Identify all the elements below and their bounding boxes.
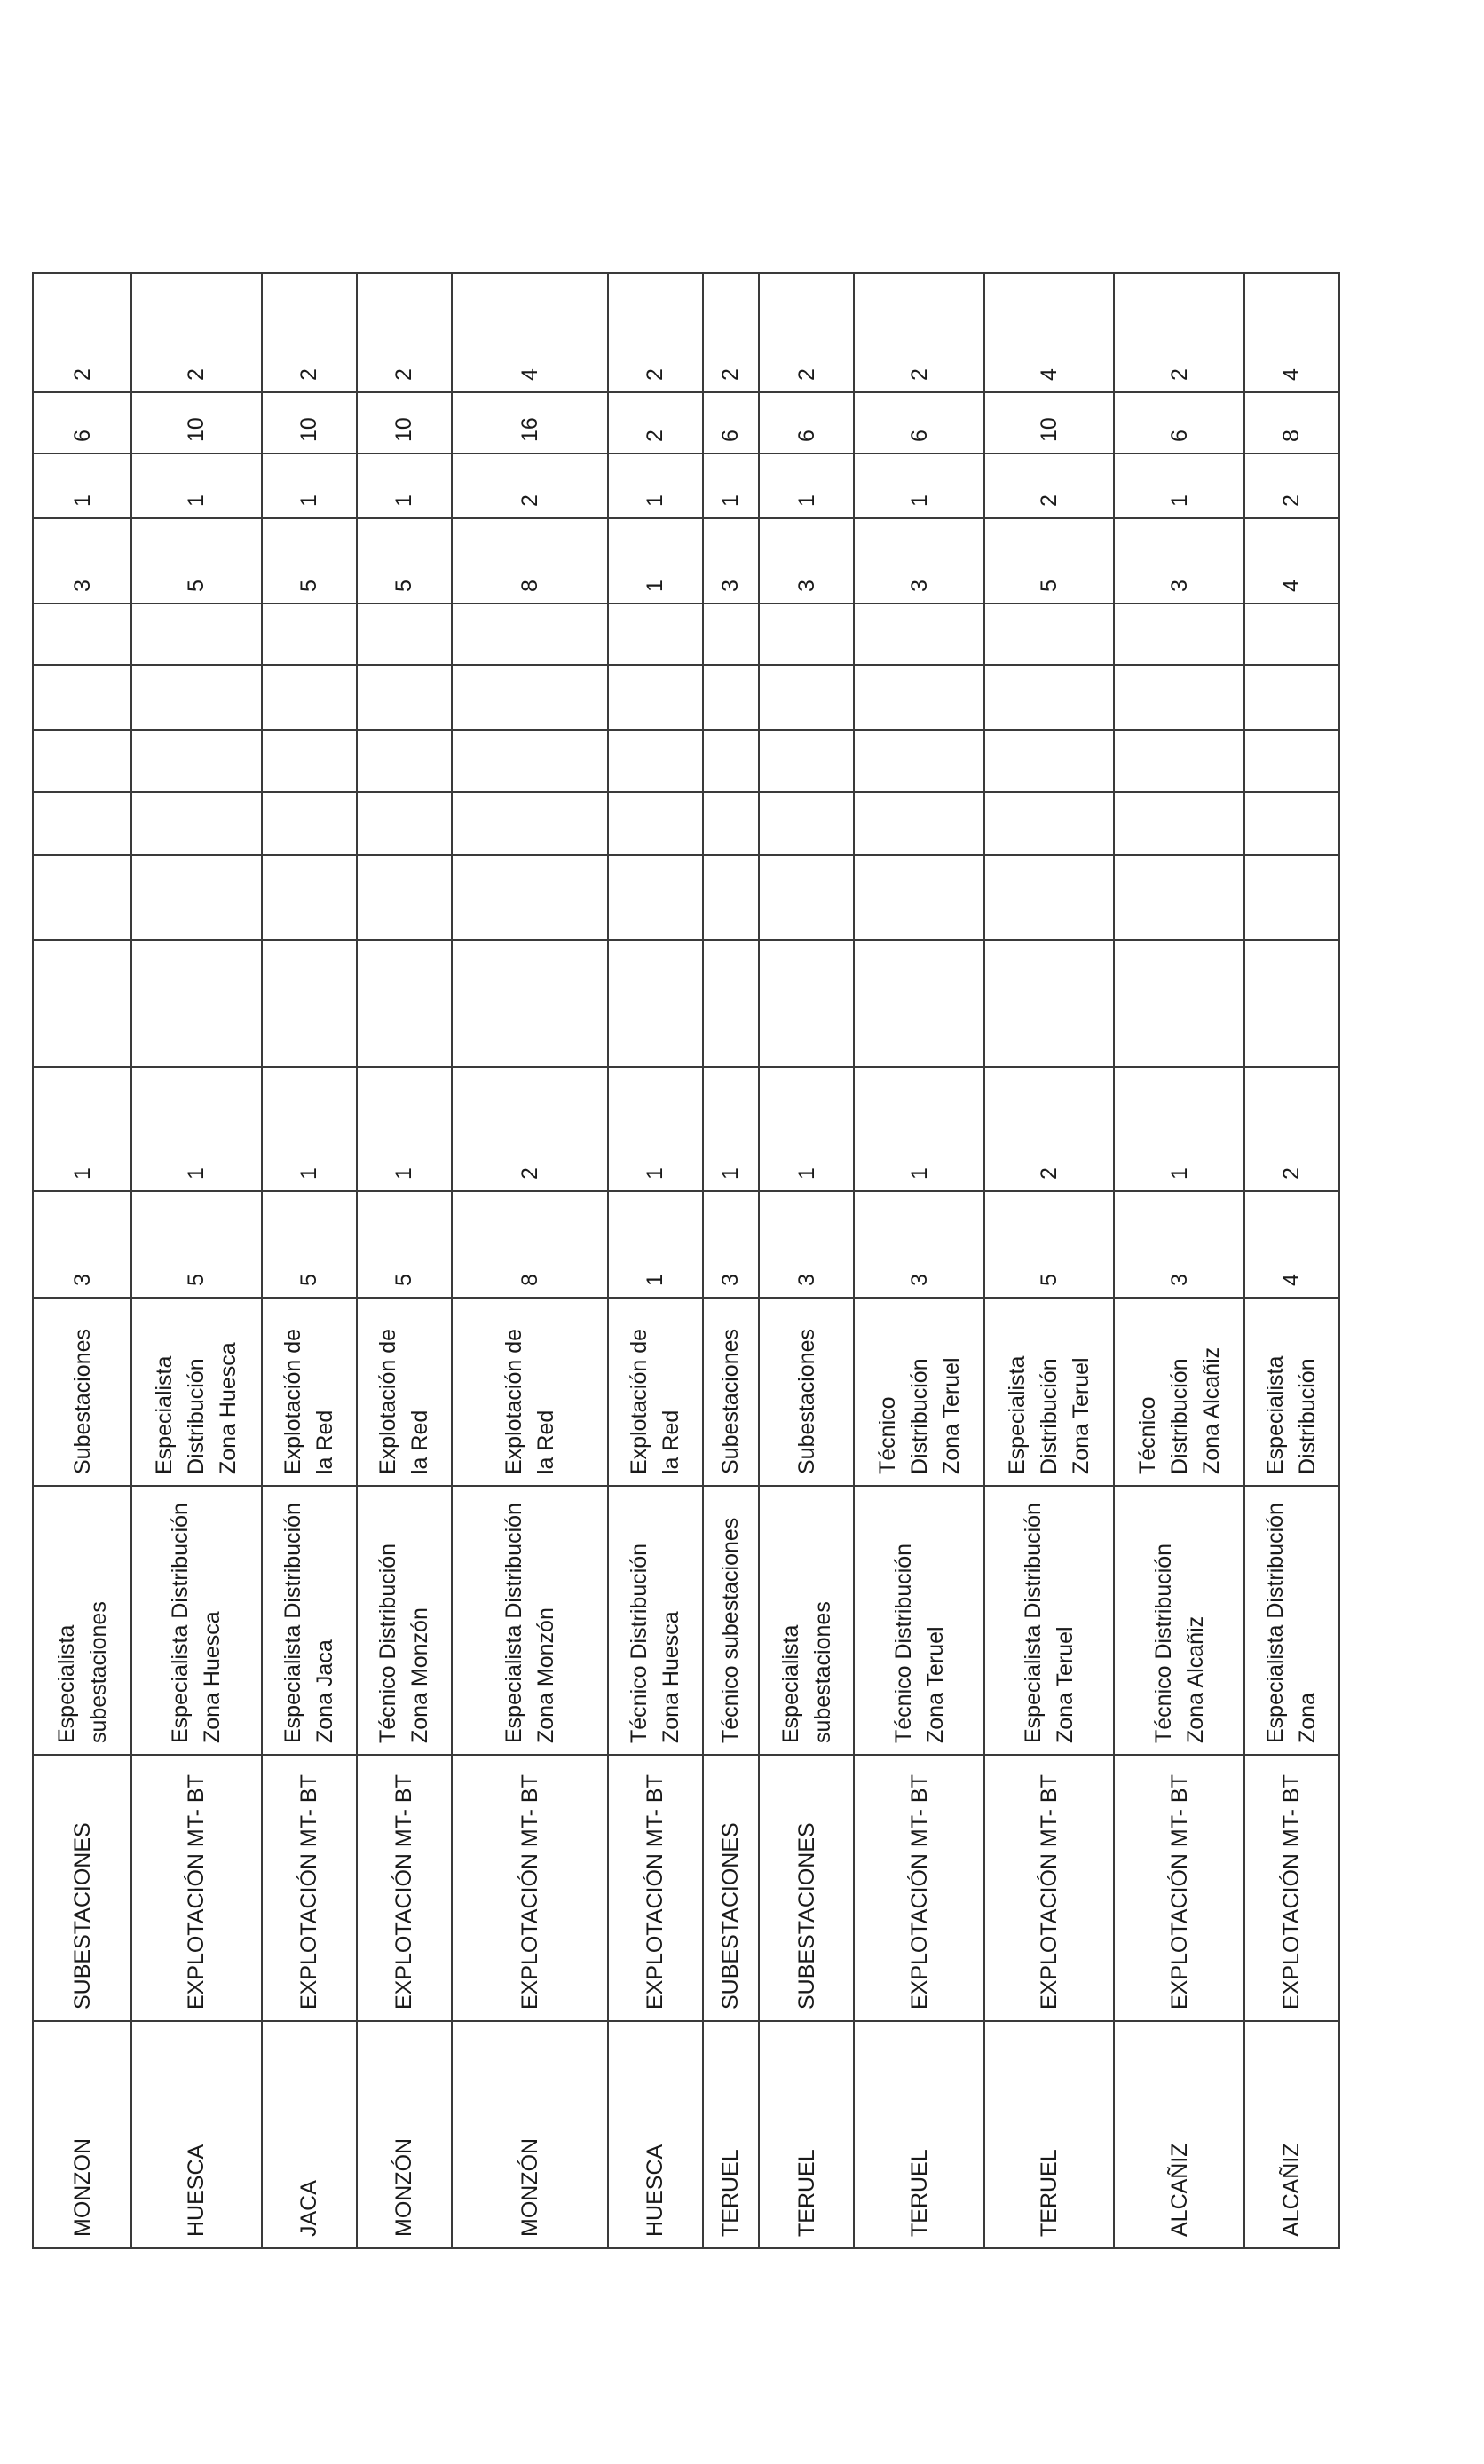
- cell-n4: 2: [1244, 454, 1339, 518]
- table-row: [357, 273, 452, 2248]
- cell-n6: 2: [262, 273, 357, 392]
- cell-location: ALCAÑIZ: [1244, 2021, 1339, 2248]
- cell-empty: [984, 604, 1114, 665]
- cell-empty: [759, 665, 854, 730]
- cell-empty: [984, 855, 1114, 940]
- table-row: [759, 273, 854, 2248]
- cell-n4: 1: [703, 454, 760, 518]
- cell-profile: Especialista Distribución Zona Huesca: [131, 1298, 261, 1486]
- cell-n4: 1: [357, 454, 452, 518]
- cell-n4: 1: [131, 454, 261, 518]
- cell-position: Especialista subestaciones: [33, 1486, 131, 1755]
- cell-empty: [1244, 855, 1339, 940]
- cell-profile: Explotación de la Red: [262, 1298, 357, 1486]
- cell-empty: [131, 665, 261, 730]
- cell-empty: [608, 604, 703, 665]
- cell-location: TERUEL: [854, 2021, 983, 2248]
- cell-location: MONZÓN: [452, 2021, 608, 2248]
- table-row: [131, 273, 261, 2248]
- cell-empty: [452, 730, 608, 792]
- cell-n3: 1: [608, 518, 703, 604]
- cell-n2: 1: [703, 1067, 760, 1191]
- cell-n3: 3: [854, 518, 983, 604]
- cell-empty: [33, 940, 131, 1067]
- cell-n1: 3: [33, 1191, 131, 1298]
- cell-empty: [854, 730, 983, 792]
- cell-empty: [854, 792, 983, 855]
- cell-n5: 8: [1244, 392, 1339, 454]
- cell-profile: Explotación de la Red: [608, 1298, 703, 1486]
- cell-n2: 2: [984, 1067, 1114, 1191]
- cell-empty: [984, 792, 1114, 855]
- cell-position: Técnico subestaciones: [703, 1486, 760, 1755]
- cell-n3: 8: [452, 518, 608, 604]
- cell-position: Técnico Distribución Zona Monzón: [357, 1486, 452, 1755]
- cell-empty: [452, 792, 608, 855]
- cell-empty: [262, 665, 357, 730]
- cell-empty: [262, 730, 357, 792]
- cell-empty: [131, 604, 261, 665]
- cell-empty: [1244, 604, 1339, 665]
- cell-n1: 3: [854, 1191, 983, 1298]
- cell-n4: 1: [262, 454, 357, 518]
- cell-empty: [131, 855, 261, 940]
- cell-position: Técnico Distribución Zona Huesca: [608, 1486, 703, 1755]
- cell-location: JACA: [262, 2021, 357, 2248]
- cell-location: TERUEL: [984, 2021, 1114, 2248]
- cell-empty: [33, 730, 131, 792]
- cell-empty: [854, 855, 983, 940]
- cell-n4: 2: [452, 454, 608, 518]
- cell-empty: [759, 855, 854, 940]
- cell-empty: [703, 730, 760, 792]
- cell-profile: Subestaciones: [759, 1298, 854, 1486]
- cell-empty: [357, 730, 452, 792]
- cell-n3: 3: [759, 518, 854, 604]
- cell-empty: [608, 730, 703, 792]
- cell-n3: 3: [1114, 518, 1243, 604]
- cell-n2: 1: [608, 1067, 703, 1191]
- table-row: [703, 273, 760, 2248]
- cell-n1: 8: [452, 1191, 608, 1298]
- cell-empty: [759, 730, 854, 792]
- cell-area: EXPLOTACIÓN MT- BT: [608, 1755, 703, 2021]
- cell-n3: 4: [1244, 518, 1339, 604]
- cell-area: EXPLOTACIÓN MT- BT: [357, 1755, 452, 2021]
- table-row: [608, 273, 703, 2248]
- table-row: [1114, 273, 1243, 2248]
- cell-empty: [759, 792, 854, 855]
- cell-n5: 16: [452, 392, 608, 454]
- cell-location: HUESCA: [608, 2021, 703, 2248]
- cell-n1: 3: [759, 1191, 854, 1298]
- cell-location: ALCAÑIZ: [1114, 2021, 1243, 2248]
- cell-empty: [262, 940, 357, 1067]
- cell-location: TERUEL: [703, 2021, 760, 2248]
- cell-n6: 2: [759, 273, 854, 392]
- cell-n6: 2: [608, 273, 703, 392]
- cell-n4: 2: [984, 454, 1114, 518]
- table-row: [452, 273, 608, 2248]
- cell-empty: [1244, 665, 1339, 730]
- cell-empty: [854, 604, 983, 665]
- cell-empty: [452, 940, 608, 1067]
- cell-position: Especialista Distribución Zona Huesca: [131, 1486, 261, 1755]
- cell-empty: [703, 940, 760, 1067]
- cell-n5: 6: [703, 392, 760, 454]
- cell-n2: 1: [759, 1067, 854, 1191]
- cell-position: Especialista subestaciones: [759, 1486, 854, 1755]
- cell-n4: 1: [1114, 454, 1243, 518]
- cell-n5: 6: [33, 392, 131, 454]
- cell-n1: 4: [1244, 1191, 1339, 1298]
- cell-n6: 4: [984, 273, 1114, 392]
- cell-n3: 5: [357, 518, 452, 604]
- cell-empty: [984, 665, 1114, 730]
- cell-n6: 2: [33, 273, 131, 392]
- cell-profile: Técnico Distribución Zona Teruel: [854, 1298, 983, 1486]
- cell-empty: [131, 940, 261, 1067]
- cell-n2: 1: [33, 1067, 131, 1191]
- cell-empty: [357, 665, 452, 730]
- cell-n1: 5: [984, 1191, 1114, 1298]
- table-row: [854, 273, 983, 2248]
- cell-empty: [33, 792, 131, 855]
- cell-empty: [984, 730, 1114, 792]
- cell-n2: 1: [131, 1067, 261, 1191]
- cell-n1: 1: [608, 1191, 703, 1298]
- cell-n6: 2: [1114, 273, 1243, 392]
- cell-n2: 1: [1114, 1067, 1243, 1191]
- cell-empty: [703, 792, 760, 855]
- cell-n5: 6: [854, 392, 983, 454]
- cell-profile: Especialista Distribución: [1244, 1298, 1339, 1486]
- cell-empty: [854, 665, 983, 730]
- cell-position: Especialista Distribución Zona Teruel: [984, 1486, 1114, 1755]
- cell-empty: [759, 940, 854, 1067]
- cell-position: Técnico Distribución Zona Alcañiz: [1114, 1486, 1243, 1755]
- cell-empty: [608, 792, 703, 855]
- cell-empty: [33, 604, 131, 665]
- cell-empty: [33, 665, 131, 730]
- cell-empty: [33, 855, 131, 940]
- cell-empty: [357, 604, 452, 665]
- cell-position: Especialista Distribución Zona Monzón: [452, 1486, 608, 1755]
- cell-n5: 6: [759, 392, 854, 454]
- cell-n4: 1: [33, 454, 131, 518]
- cell-empty: [357, 940, 452, 1067]
- cell-profile: Subestaciones: [33, 1298, 131, 1486]
- cell-area: EXPLOTACIÓN MT- BT: [1114, 1755, 1243, 2021]
- cell-empty: [131, 730, 261, 792]
- cell-profile: Subestaciones: [703, 1298, 760, 1486]
- cell-empty: [608, 855, 703, 940]
- cell-n2: 2: [452, 1067, 608, 1191]
- cell-n1: 3: [703, 1191, 760, 1298]
- cell-n2: 1: [262, 1067, 357, 1191]
- cell-location: MONZÓN: [357, 2021, 452, 2248]
- cell-n6: 4: [1244, 273, 1339, 392]
- cell-area: EXPLOTACIÓN MT- BT: [131, 1755, 261, 2021]
- cell-n6: 4: [452, 273, 608, 392]
- cell-empty: [1114, 604, 1243, 665]
- cell-n1: 3: [1114, 1191, 1243, 1298]
- cell-profile: Técnico Distribución Zona Alcañiz: [1114, 1298, 1243, 1486]
- cell-area: EXPLOTACIÓN MT- BT: [854, 1755, 983, 2021]
- cell-profile: Explotación de la Red: [452, 1298, 608, 1486]
- cell-location: HUESCA: [131, 2021, 261, 2248]
- cell-n2: 2: [1244, 1067, 1339, 1191]
- cell-empty: [703, 665, 760, 730]
- cell-n6: 2: [703, 273, 760, 392]
- cell-empty: [759, 604, 854, 665]
- cell-empty: [452, 855, 608, 940]
- cell-empty: [984, 940, 1114, 1067]
- cell-empty: [1114, 730, 1243, 792]
- cell-n5: 10: [357, 392, 452, 454]
- table-row: [33, 273, 131, 2248]
- cell-empty: [703, 855, 760, 940]
- cell-empty: [357, 792, 452, 855]
- cell-empty: [1114, 855, 1243, 940]
- cell-n5: 2: [608, 392, 703, 454]
- cell-n4: 1: [608, 454, 703, 518]
- cell-area: SUBESTACIONES: [703, 1755, 760, 2021]
- cell-n5: 10: [984, 392, 1114, 454]
- cell-n5: 10: [131, 392, 261, 454]
- cell-empty: [1114, 792, 1243, 855]
- cell-position: Técnico Distribución Zona Teruel: [854, 1486, 983, 1755]
- cell-empty: [1244, 730, 1339, 792]
- cell-n3: 3: [703, 518, 760, 604]
- cell-area: EXPLOTACIÓN MT- BT: [452, 1755, 608, 2021]
- table-row: [984, 273, 1114, 2248]
- cell-area: EXPLOTACIÓN MT- BT: [262, 1755, 357, 2021]
- cell-profile: Especialista Distribución Zona Teruel: [984, 1298, 1114, 1486]
- cell-empty: [262, 604, 357, 665]
- cell-empty: [262, 855, 357, 940]
- cell-area: EXPLOTACIÓN MT- BT: [1244, 1755, 1339, 2021]
- cell-empty: [1244, 940, 1339, 1067]
- table-row: [262, 273, 357, 2248]
- table-row: [1244, 273, 1339, 2248]
- cell-empty: [703, 604, 760, 665]
- cell-empty: [452, 665, 608, 730]
- rotated-table-wrapper: [32, 274, 1340, 2249]
- cell-area: SUBESTACIONES: [759, 1755, 854, 2021]
- cell-n3: 5: [131, 518, 261, 604]
- cell-empty: [131, 792, 261, 855]
- cell-profile: Explotación de la Red: [357, 1298, 452, 1486]
- cell-position: Especialista Distribución Zona Jaca: [262, 1486, 357, 1755]
- cell-n1: 5: [262, 1191, 357, 1298]
- cell-position: Especialista Distribución Zona: [1244, 1486, 1339, 1755]
- cell-empty: [1114, 665, 1243, 730]
- cell-n2: 1: [854, 1067, 983, 1191]
- cell-empty: [1114, 940, 1243, 1067]
- cell-n2: 1: [357, 1067, 452, 1191]
- cell-area: SUBESTACIONES: [33, 1755, 131, 2021]
- cell-empty: [608, 940, 703, 1067]
- cell-empty: [854, 940, 983, 1067]
- cell-location: MONZON: [33, 2021, 131, 2248]
- cell-n4: 1: [759, 454, 854, 518]
- cell-empty: [262, 792, 357, 855]
- cell-empty: [608, 665, 703, 730]
- cell-n6: 2: [131, 273, 261, 392]
- cell-empty: [357, 855, 452, 940]
- cell-n5: 10: [262, 392, 357, 454]
- cell-n1: 5: [357, 1191, 452, 1298]
- cell-n6: 2: [854, 273, 983, 392]
- staffing-table: [32, 272, 1340, 2249]
- cell-n6: 2: [357, 273, 452, 392]
- cell-empty: [1244, 792, 1339, 855]
- cell-n4: 1: [854, 454, 983, 518]
- cell-area: EXPLOTACIÓN MT- BT: [984, 1755, 1114, 2021]
- cell-n3: 3: [33, 518, 131, 604]
- cell-empty: [452, 604, 608, 665]
- cell-n3: 5: [262, 518, 357, 604]
- cell-n5: 6: [1114, 392, 1243, 454]
- cell-n1: 5: [131, 1191, 261, 1298]
- cell-n3: 5: [984, 518, 1114, 604]
- cell-location: TERUEL: [759, 2021, 854, 2248]
